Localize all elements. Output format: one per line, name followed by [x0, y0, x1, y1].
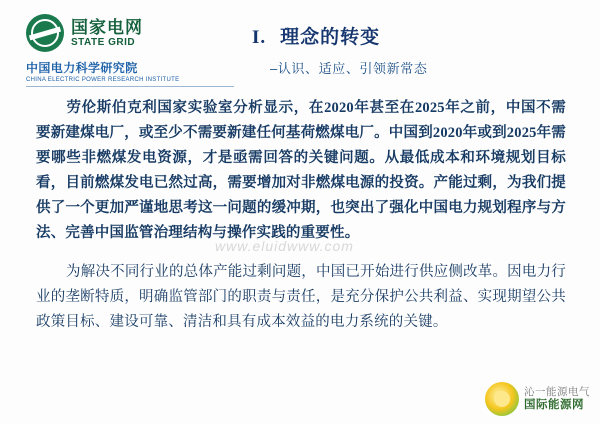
brand-name-cn: 国家电网 — [71, 17, 143, 37]
institute-name-cn: 中国电力科学研究院 — [26, 61, 138, 75]
slide-header — [0, 0, 600, 92]
corner-watermark — [485, 382, 590, 416]
title-numeral: I. — [252, 27, 267, 48]
body-paragraph-1 — [36, 96, 566, 246]
page-subtitle: –认识、适应、引领新常态 — [270, 61, 428, 76]
brand-divider — [26, 86, 234, 87]
watermark-line-1: 沁一能源电气 — [524, 386, 590, 398]
title-block — [252, 22, 582, 77]
body-paragraph-1-text: 劳伦斯伯克利国家实验室分析显示，在2020年甚至在2025年之前，中国不需要新建煤电厂，或至少不需要新建任何基荷燃煤电厂。中国到2020年或到2025年需要哪些非燃煤发电资源，才是亟需回答的关键问题。从最低成本和环境规划目标看，目前燃煤发电已然过高，需要增加对非燃煤电源的投资。产能过剩，为我们提供了一个更加严谨地思考这一问题的缓冲期，也突出了强化中国电力规划程序与方法、完善中国监管治理结构与操作实践的重要性。 — [36, 100, 566, 241]
state-grid-logo-icon — [26, 14, 64, 52]
body-paragraph-2 — [36, 260, 566, 335]
page-title — [252, 22, 582, 49]
center-watermark: www.eluidwww.com — [215, 238, 354, 254]
state-grid-logo-text — [71, 18, 143, 49]
watermark-line-2: 国际能源网 — [524, 399, 584, 411]
slide-body — [36, 96, 566, 335]
corner-watermark-text — [524, 386, 590, 412]
institute-name-en: CHINA ELECTRIC POWER RESEARCH INSTITUTE — [26, 77, 180, 83]
brand-name-en: STATE GRID — [71, 36, 136, 48]
body-paragraph-2-text: 为解决不同行业的总体产能过剩问题，中国已开始进行供应侧改革。因电力行业的垄断特质，明确监管部门的职责与责任，是充分保护公共利益、实现期望公共政策目标、建设可靠、清洁和具有成本效益的电力系统的关键。 — [36, 264, 566, 330]
brand-block — [26, 14, 241, 87]
sun-logo-icon — [485, 382, 519, 416]
title-text: 理念的转变 — [280, 27, 381, 48]
state-grid-logo — [26, 14, 241, 52]
